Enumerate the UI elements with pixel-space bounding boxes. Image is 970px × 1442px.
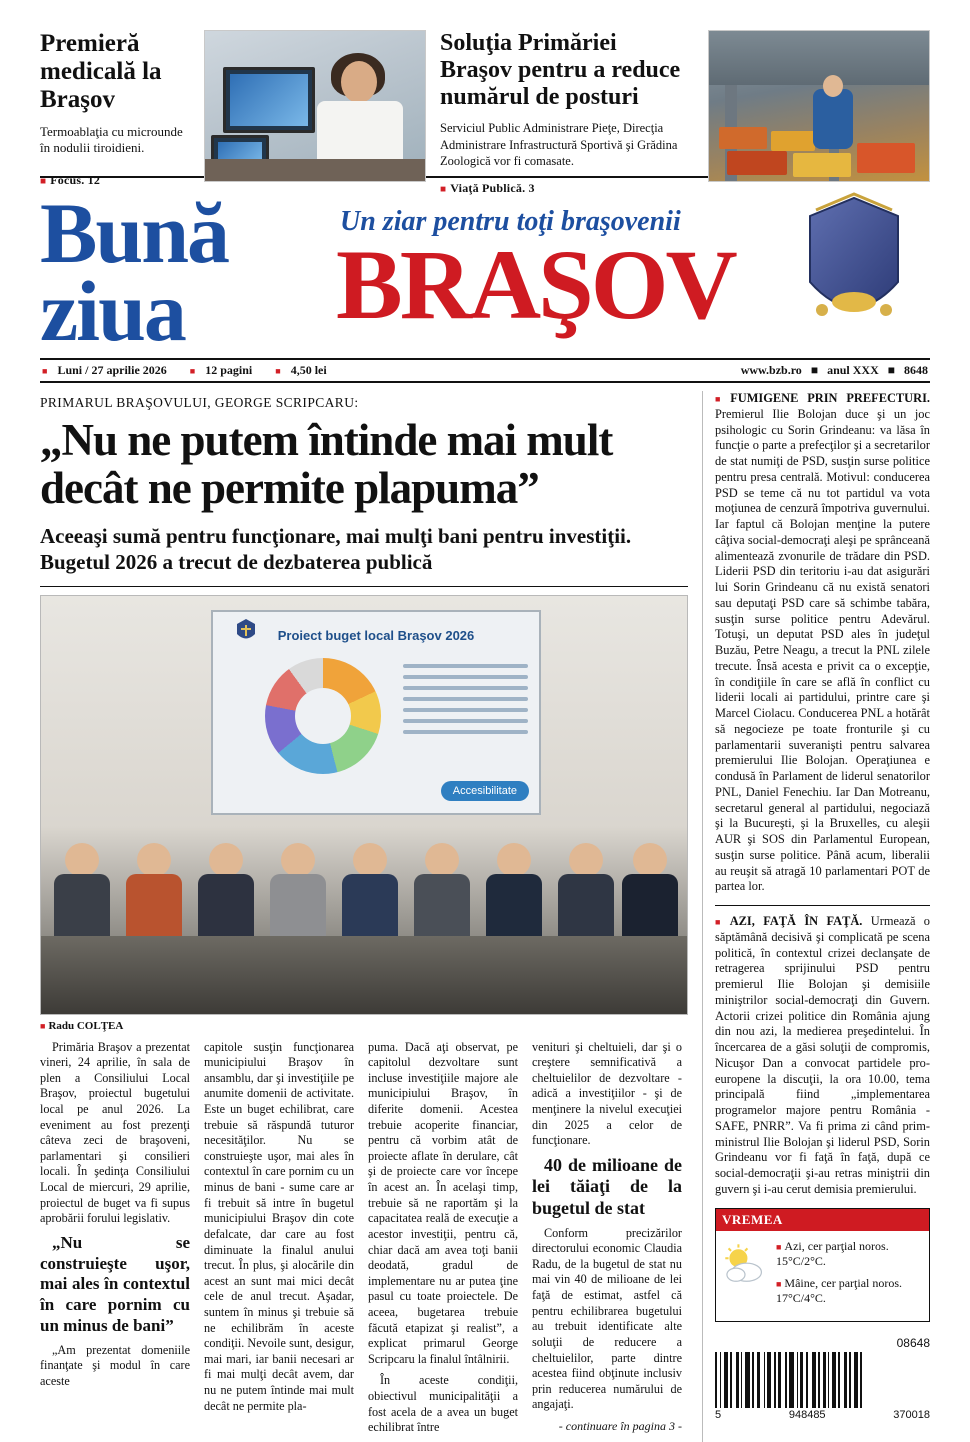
paragraph: Conform precizărilor directorului economic Claudia Radu, de la bugetul de stat nu mai vin 40 de milioane de lei faţă de estimat, astfel că pentru echilibrarea bugetului au trebuit identificate alte soluţii de reducere a cheltuielilor, parte dintre acestea fiind obţinute inclusiv prin reducerea numărului de angajaţi.	[532, 1225, 682, 1412]
ean-barcode	[715, 1352, 930, 1408]
weather-widget	[715, 1208, 930, 1322]
seated-person	[497, 843, 542, 936]
slide-title: Proiect buget local Braşov 2026	[277, 627, 475, 643]
accessibility-button[interactable]: Accesibilitate	[441, 781, 529, 801]
paragraph: Primăria Braşov a prezentat vineri, 24 aprilie, în sala de plen a Consiliului Local Braşov, proiectul bugetului local pe anul 2026. La eveniment au fost prezenţi câteva zeci de braşoveni, parlamentari şi consilieri locali. În şedinţa Consiliului Local de miercuri, 29 aprilie, proiectul de buget va fi supus aprobării forului legislativ.	[40, 1039, 190, 1226]
lead-story	[40, 391, 688, 1442]
paragraph: „Am prezentat domeniile finanţate şi modul în care aceste	[40, 1342, 190, 1388]
masthead-slogan: Un ziar pentru toţi braşovenii	[340, 206, 681, 237]
teaser-deck: Termoablaţia cu microunde în nodulii tiroidieni.	[40, 124, 183, 156]
paragraph: capitole susţin funcţionarea municipiului Braşov în ansamblu, dar şi investiţiile pe anumite domenii de activitate. Este un buget echilibrat, care trebuie să răspundă tuturor necesităţilor. Nu se construieşte uşor, mai ales în contextul în care pornim cu un minus de bani - sume care ar fi trebuit să intre în bugetul municipiului Braşov din cote defalcate, dar care au fost diminuate la finalul anului trecut. În plus, şi alocările din acest an sunt mai mici decât cele de anul trecut. Aşadar, suntem în minus şi trebuie să ne echilibrăm în aceste condiţii. Nevoile sunt, desigur, mai mari, iar banii necesari ar fi mai mulţi decât avem, dar nu ne putem întinde mai mult decât ne permite pla-	[204, 1039, 354, 1413]
seated-person	[209, 843, 254, 936]
barcode-digit-left: 5	[715, 1408, 722, 1421]
seated-person	[353, 843, 398, 936]
teaser-kicker-label: Focus. 12	[50, 172, 101, 187]
dateline-bar	[40, 358, 930, 383]
rail-brief-lede: AZI, FAŢĂ ÎN FAŢĂ.	[729, 914, 863, 928]
dateline-date: Luni / 27 aprilie 2026	[57, 363, 167, 377]
square-bullet-icon: ■	[440, 184, 447, 196]
masthead-line-1: Bună	[40, 185, 229, 281]
rail-divider	[715, 905, 930, 906]
budget-donut-chart	[265, 658, 381, 774]
square-bullet-icon: ■	[715, 917, 726, 927]
photo-credit	[40, 1020, 688, 1032]
masthead	[40, 175, 930, 359]
dateline-left	[42, 363, 347, 378]
right-rail	[702, 391, 930, 1442]
paragraph: În aceste condiţii, obiectivul municipalităţii a fost acela de a avea un buget echilibrat între	[368, 1373, 518, 1435]
dateline-pages: 12 pagini	[205, 363, 253, 377]
seated-person	[137, 843, 182, 936]
square-bullet-icon: ■	[275, 366, 281, 376]
barcode-block	[715, 1336, 930, 1421]
rail-brief-1	[715, 391, 930, 895]
seated-person	[425, 843, 470, 936]
rail-brief-2	[715, 914, 930, 1198]
story-overline: PRIMARUL BRAŞOVULUI, GEORGE SCRIPCARU:	[40, 395, 359, 410]
teaser-kicker-label: Viaţă Publică. 3	[450, 181, 535, 196]
doctor-at-computer-photo	[204, 30, 426, 182]
article-columns	[40, 1040, 688, 1442]
square-bullet-icon: ■	[775, 1241, 782, 1252]
barcode-issue-number: 08648	[896, 1335, 930, 1350]
square-bullet-icon: ■	[189, 366, 196, 376]
teaser-title: Soluţia Primăriei Braşov pentru a reduce numărul de posturi	[440, 30, 681, 111]
teaser-deck: Serviciul Public Administrare Pieţe, Direcţia Administrare Infrastructură Sportivă şi Grădina Zoologică vor fi comasate.	[440, 121, 678, 168]
barcode-group-2: 370018	[893, 1408, 930, 1421]
page-body	[40, 383, 930, 1442]
story-headline: „Nu ne putem întinde mai mult decât ne permite plapuma”	[40, 415, 613, 513]
square-bullet-icon: ■	[40, 1020, 46, 1031]
rail-brief-text: Urmează o săptămână decisivă şi complicată pe scena politică, în contextul crizei declanşate de retragerea sprijinului PSD pentru premierul Ilie Bolojan şi demisiile miniştrilor social-democraţi din Guvern. Actorii crizei politice din România ajung din nou azi, la medierea preşedintelui. În încercarea de a găsi soluţii de compromis, Nicuşor Dan a convocat partidele pro-europene la discuţii, la ora 10.00, tema principală fiind „implementarea programelor majore pentru România - SAFE, PNRR”. Va fi prima zi când prim-ministrul Ilie Bolojan şi liderul PSD, Sorin Grindeanu vor fi faţă în faţă, după ce social-democraţii şi-au retras miniştrii din guvern şi i-au cerut demisia premierului.	[715, 914, 931, 1196]
dateline-price: 4,50 lei	[290, 363, 327, 377]
presentation-screen	[211, 610, 541, 815]
headline-divider	[40, 586, 688, 587]
article-column-3	[368, 1040, 518, 1442]
teaser-strip	[40, 0, 930, 196]
seated-person	[281, 843, 326, 936]
square-bullet-icon: ■	[775, 1278, 782, 1289]
website-url[interactable]: www.bzb.ro	[740, 363, 802, 377]
seated-person	[569, 843, 614, 936]
paragraph: puma. Dacă aţi observat, pe capitolul dezvoltare sunt incluse investiţiile majore ale municipiului Braşov, în diferite domenii. Acestea trebuie acoperite financiar, pentru că vorbim atât de proiecte aflate în derulare, cât şi de proiecte care vor începe în acest an. În acelaşi timp, trebuie să ne raportăm şi la capacitatea reală de execuţie a acestor investiţii, pentru că, chiar dacă am avea toţi banii deodată, gradul de implementare nu ar putea ţine pasul cu toate proiectele. De aceea, bugetarea trebuie făcută etapizat şi realist”, a explicat primarul George Scripcaru la finalul întâlnirii.	[368, 1039, 518, 1366]
square-bullet-icon: ■	[40, 175, 47, 187]
rail-brief-lede: FUMIGENE PRIN PREFECTURI.	[730, 391, 930, 405]
masthead-line-2: ziua	[40, 263, 185, 359]
barcode-digits	[715, 1409, 930, 1421]
issue-number: 8648	[904, 363, 928, 377]
article-column-1	[40, 1040, 190, 1442]
continuation-note[interactable]: - continuare în pagina 3 -	[558, 1418, 682, 1433]
rail-brief-text: Premierul Ilie Bolojan duce şi un joc psihologic cu Sorin Grindeanu: va lăsa în funcţie o parte a prefecţilor şi a secretarilor de stat numiţi de PSD, susţin surse politice pentru presa centrală. Motivul: conducerea PSD se teme că nu tot partidul va vota moţiunea de cenzură împotriva guvernului. Iar faptul că Bolojan menţine la putere câţiva social-democraţi aleşi pe sprânceană alimentează zvonurile de trădare din PSD. Liderii PSD din teritoriu i-au dat asigurări lui Sorin Grindeanu că nu există senatori sau deputaţi PSD care să schimbe tabăra, susţin surse politice pentru Adevărul. Totuşi, un deputat PSD ales în judeţul Buzău, Petre Neagu, a trecut la PNL zilele trecute. Însă acesta e privit ca o excepţie, în condiţiile în care se află în conflict cu liderii locali ai partidului, printre care şi Marcel Ciolacu. Conducerea PNL a hotărât să negocieze pe toate fronturile şi cu parlamentarii suveranişti pentru salvarea premierului Ilie Bolojan. Operaţiunea e condusă în Parlament de liderul senatorilor PNL, Daniel Fenechiu. Iar Dan Motreanu, secretarul general al partidului, negociază şi la Bucureşti, şi la Bruxelles, cu aleşii AUR şi SOS din Parlamentul European, susţin surse politice. Până acum, liberalii au reuşit să atragă 10 parlamentari POT de partea lor.	[715, 406, 930, 894]
chart-legend	[403, 664, 528, 741]
teaser-city-hall	[440, 30, 694, 196]
subsection-heading: 40 de milioane de lei tăiaţi de la bugetul de stat	[532, 1154, 682, 1219]
weather-tomorrow: Mâine, cer parţial noros. 17°C/4°C.	[775, 1275, 903, 1306]
weather-title: VREMEA	[716, 1209, 929, 1231]
teaser-medical	[40, 30, 190, 188]
dateline-right: www.bzb.ro ■ anul XXX ■ 8648	[740, 363, 928, 377]
seated-person	[633, 843, 678, 936]
barcode-group-1: 948485	[788, 1408, 826, 1421]
weather-today: Azi, cer parţial noros. 15°C/2°C.	[775, 1238, 889, 1269]
story-subhead: Aceeaşi sumă pentru funcţionare, mai mulţi bani pentru investiţii. Bugetul 2026 a trecut de dezbaterea publică	[40, 524, 632, 574]
article-column-2	[204, 1040, 354, 1442]
city-council-meeting-photo	[40, 595, 688, 1015]
city-seal-icon	[235, 618, 257, 644]
masthead-brand: BRAŞOV	[336, 229, 735, 340]
pull-quote: „Nu se construieşte uşor, mai ales în contextul în care pornim cu un minus de bani”	[40, 1232, 190, 1335]
square-bullet-icon: ■	[715, 394, 727, 404]
sun-cloud-icon	[722, 1239, 768, 1289]
market-hall-photo	[708, 30, 930, 182]
volume-year: anul XXX	[827, 363, 879, 377]
council-table	[41, 936, 687, 1014]
teaser-title: Premieră medicală la Braşov	[40, 30, 162, 113]
brasov-coat-of-arms	[800, 190, 908, 340]
seated-person	[65, 843, 110, 936]
paragraph: venituri şi cheltuieli, dar şi o creştere semnificativă a cheltuielilor de dezvoltare - adică a investiţiilor - şi de menţinere la nivelul execuţiei din 2025 a celor de funcţionare.	[532, 1039, 682, 1148]
article-column-4	[532, 1040, 682, 1442]
photo-credit-name: Radu COLŢEA	[48, 1019, 124, 1032]
square-bullet-icon: ■	[42, 366, 48, 376]
